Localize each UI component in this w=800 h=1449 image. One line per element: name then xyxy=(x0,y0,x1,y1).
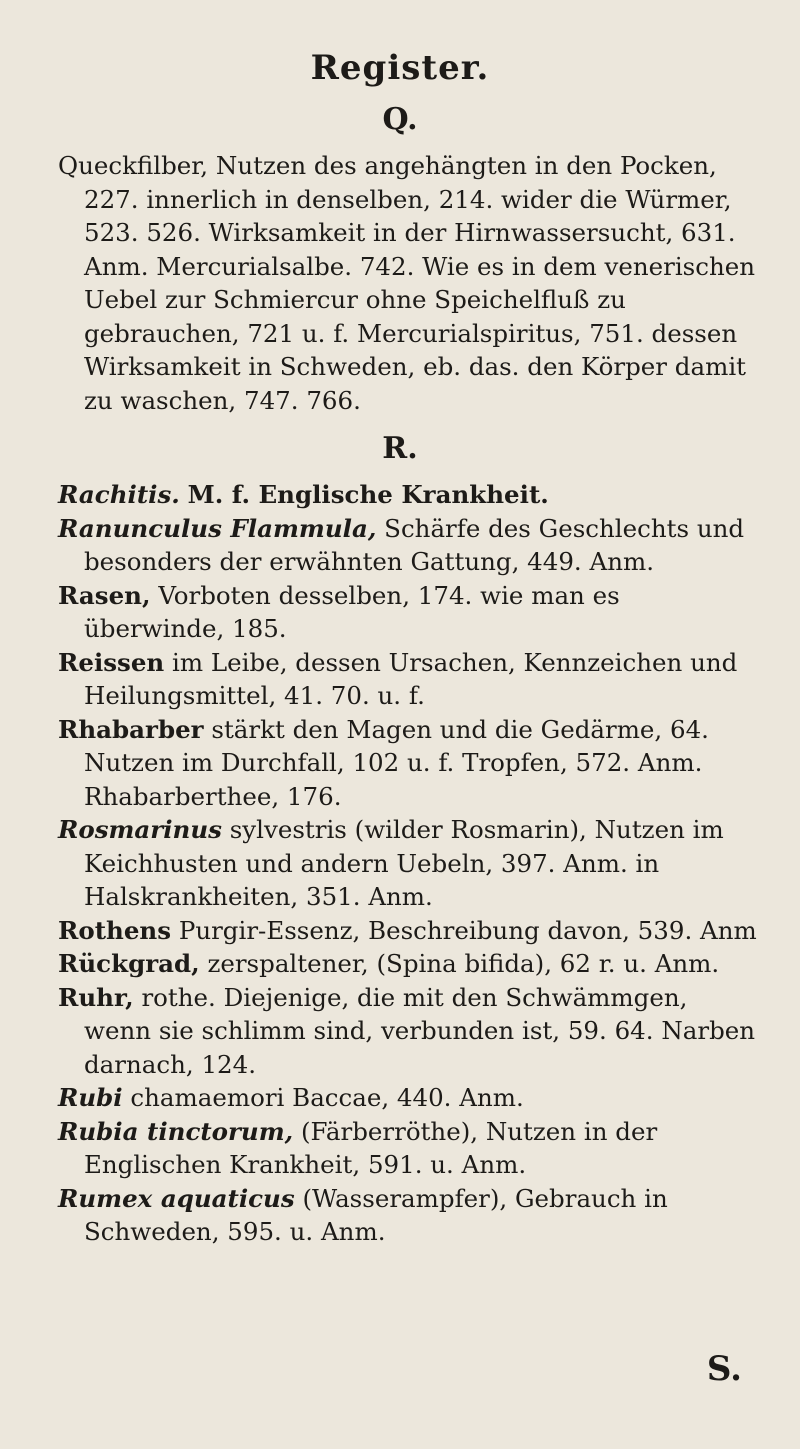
register-entry xyxy=(58,713,760,814)
entry-head: Rubia tinctorum, xyxy=(58,1116,294,1146)
register-entry xyxy=(58,914,760,948)
register-entry xyxy=(58,981,760,1082)
entry-text: stärkt den Magen und die Gedärme, 64. Nutzen im Durchfall, 102 u. f. Tropfen, 572. Anm. Rhabarberthee, 176. xyxy=(84,714,709,811)
register-entry xyxy=(58,512,760,579)
entry-head: Rosmarinus xyxy=(58,815,222,844)
entry-head: Rasen, xyxy=(58,580,151,610)
entry-text: Schärfe des Geschlechts und besonders der erwähnten Gattung, 449. Anm. xyxy=(84,513,745,576)
entry-head: Reissen xyxy=(58,647,165,677)
entry-text: chamaemori Baccae, 440. Anm. xyxy=(130,1083,524,1112)
entry-text: im Leibe, dessen Ursachen, Kennzeichen und Heilungsmittel, 41. 70. u. f. xyxy=(84,647,738,710)
section-letter-q: Q. xyxy=(382,102,418,137)
entry-head: Ruhr, xyxy=(58,982,134,1012)
register-entry xyxy=(58,579,760,646)
entry-head: Rumex aquaticus xyxy=(58,1183,295,1213)
catchword: S. xyxy=(706,1349,742,1389)
entry-text: (Färberröthe), Nutzen in der Englischen Krankheit, 591. u. Anm. xyxy=(84,1116,658,1179)
entry-head: Rhabarber xyxy=(58,714,204,744)
register-entry xyxy=(58,1182,760,1249)
register-entry xyxy=(58,1081,760,1115)
entry-text: sylvestris (wilder Rosmarin), Nutzen im Keichhusten und andern Uebeln, 397. Anm. in Halskrankheiten, 351. Anm. xyxy=(84,815,724,911)
section-letter-r: R. xyxy=(382,431,418,466)
register-entry xyxy=(58,149,760,417)
entry-text: rothe. Diejenige, die mit den Schwämmgen, wenn sie schlimm sind, verbunden ist, 59. 64. Narben darnach, 124. xyxy=(84,982,756,1079)
entry-text: zerspaltener, (Spina bifida), 62 r. u. Anm. xyxy=(207,949,720,978)
entry-text: Purgir-Essenz, Beschreibung davon, 539. Anm xyxy=(178,915,757,945)
entry-text: Vorboten desselben, 174. wie man es überwinde, 185. xyxy=(84,580,620,643)
entry-text: Queckfilber, Nutzen des angehängten in den Pocken, 227. innerlich in denselben, 214. wider die Würmer, 523. 526. Wirksamkeit in der Hirnwassersucht, 631. Anm. Mercurialsalbe. 742. Wie es in dem venerischen Uebel zur Schmiercur ohne Speichelfluß zu gebrauchen, 721 u. f. Mercurialspiritus, 751. dessen Wirksamkeit in Schweden, eb. das. den Körper damit zu waschen, 747. 766. xyxy=(58,151,756,415)
entry-head: Rachitis. xyxy=(58,480,180,509)
entry-head: Rubi xyxy=(58,1083,123,1112)
register-entry xyxy=(58,947,760,981)
register-entry xyxy=(58,1115,760,1182)
register-entry xyxy=(58,813,760,914)
register-entry xyxy=(58,478,760,512)
page-title: Register. xyxy=(310,48,490,88)
entry-head: Ranunculus Flammula, xyxy=(58,513,377,543)
entry-text: M. f. Englische Krankheit. xyxy=(187,480,549,509)
entry-head: Rückgrad, xyxy=(58,949,200,978)
register-entry xyxy=(58,646,760,713)
entry-text: (Wasserampfer), Gebrauch in Schweden, 595. u. Anm. xyxy=(84,1183,668,1246)
entry-head: Rothens xyxy=(58,915,172,945)
